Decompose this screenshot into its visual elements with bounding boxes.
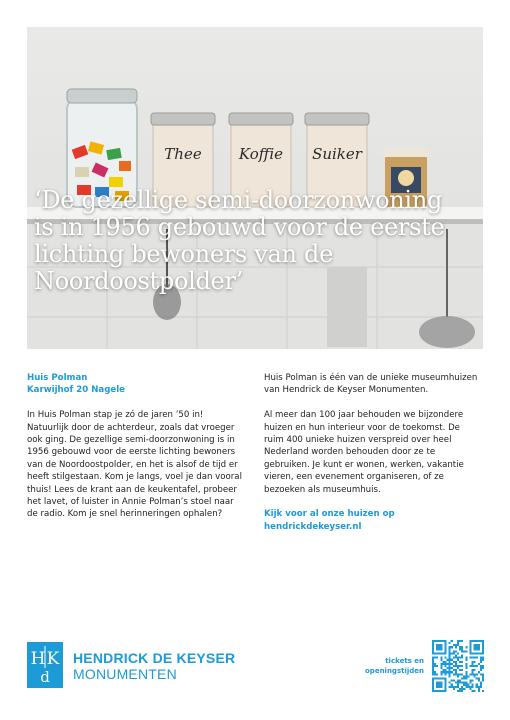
tickets-link[interactable] [352,656,424,676]
svg-text:H: H [30,649,46,669]
brand-line-2: MONUMENTEN [73,666,177,682]
tickets-line-1: tickets en [385,657,424,665]
hdk-logo-icon [27,642,63,688]
right-column [264,372,482,533]
jar-label-suiker: Suiker [312,145,362,163]
left-body-text: In Huis Polman stap je zó de jaren ’50 in! Natuurlijk door de achterdeur, zoals dat vroeger ook ging. De gezellige semi-doorzonwoning is in 1956 gebouwd voor de eerste lichting bewoners van de Noordoostpolder, en het is alsof de tijd er heeft stilgestaan. Kom je langs, voel je dan vooral thuis! Lees de krant aan de keukentafel, probeer het lavet, of luister in Annie Polman’s stoel naar de radio. Kom je snel herinneringen ophalen? [27,410,242,520]
right-paragraph-2: Al meer dan 100 jaar behouden we bijzondere huizen en hun interieur voor de toekomst. De ruim 400 unieke huizen verspreid over heel Nederland worden behouden door ze te gebruiken. Je kunt er wonen, werken, vakantie vieren, een evenement organiseren, of ze bezoeken als museumhuis. [264,410,464,495]
jar-label-koffie: Koffie [238,145,284,163]
qr-code-icon[interactable] [432,640,484,692]
website-link[interactable]: hendrickdekeyser.nl [264,521,362,532]
right-paragraph-1: Huis Polman is één van de unieke museumhuizen van Hendrick de Keyser Monumenten. [264,373,478,396]
house-address: Karwijhof 20 Nagele [27,385,125,396]
jar-label-thee: Thee [164,145,202,163]
svg-text:d: d [40,668,50,686]
cta-text: Kijk voor al onze huizen op [264,509,395,520]
brand-name [73,650,235,682]
hero-quote: ‘De gezellige semi-doorzonwoning is in 1956 gebouwd voor de eerste lichting bewoners van de Noordoostpolder’ [34,186,445,295]
tickets-line-2: openingstijden [365,667,424,675]
svg-text:K: K [46,649,60,669]
house-name: Huis Polman [27,373,88,383]
brand-line-1: HENDRICK DE KEYSER [73,650,236,666]
left-column [27,372,245,533]
